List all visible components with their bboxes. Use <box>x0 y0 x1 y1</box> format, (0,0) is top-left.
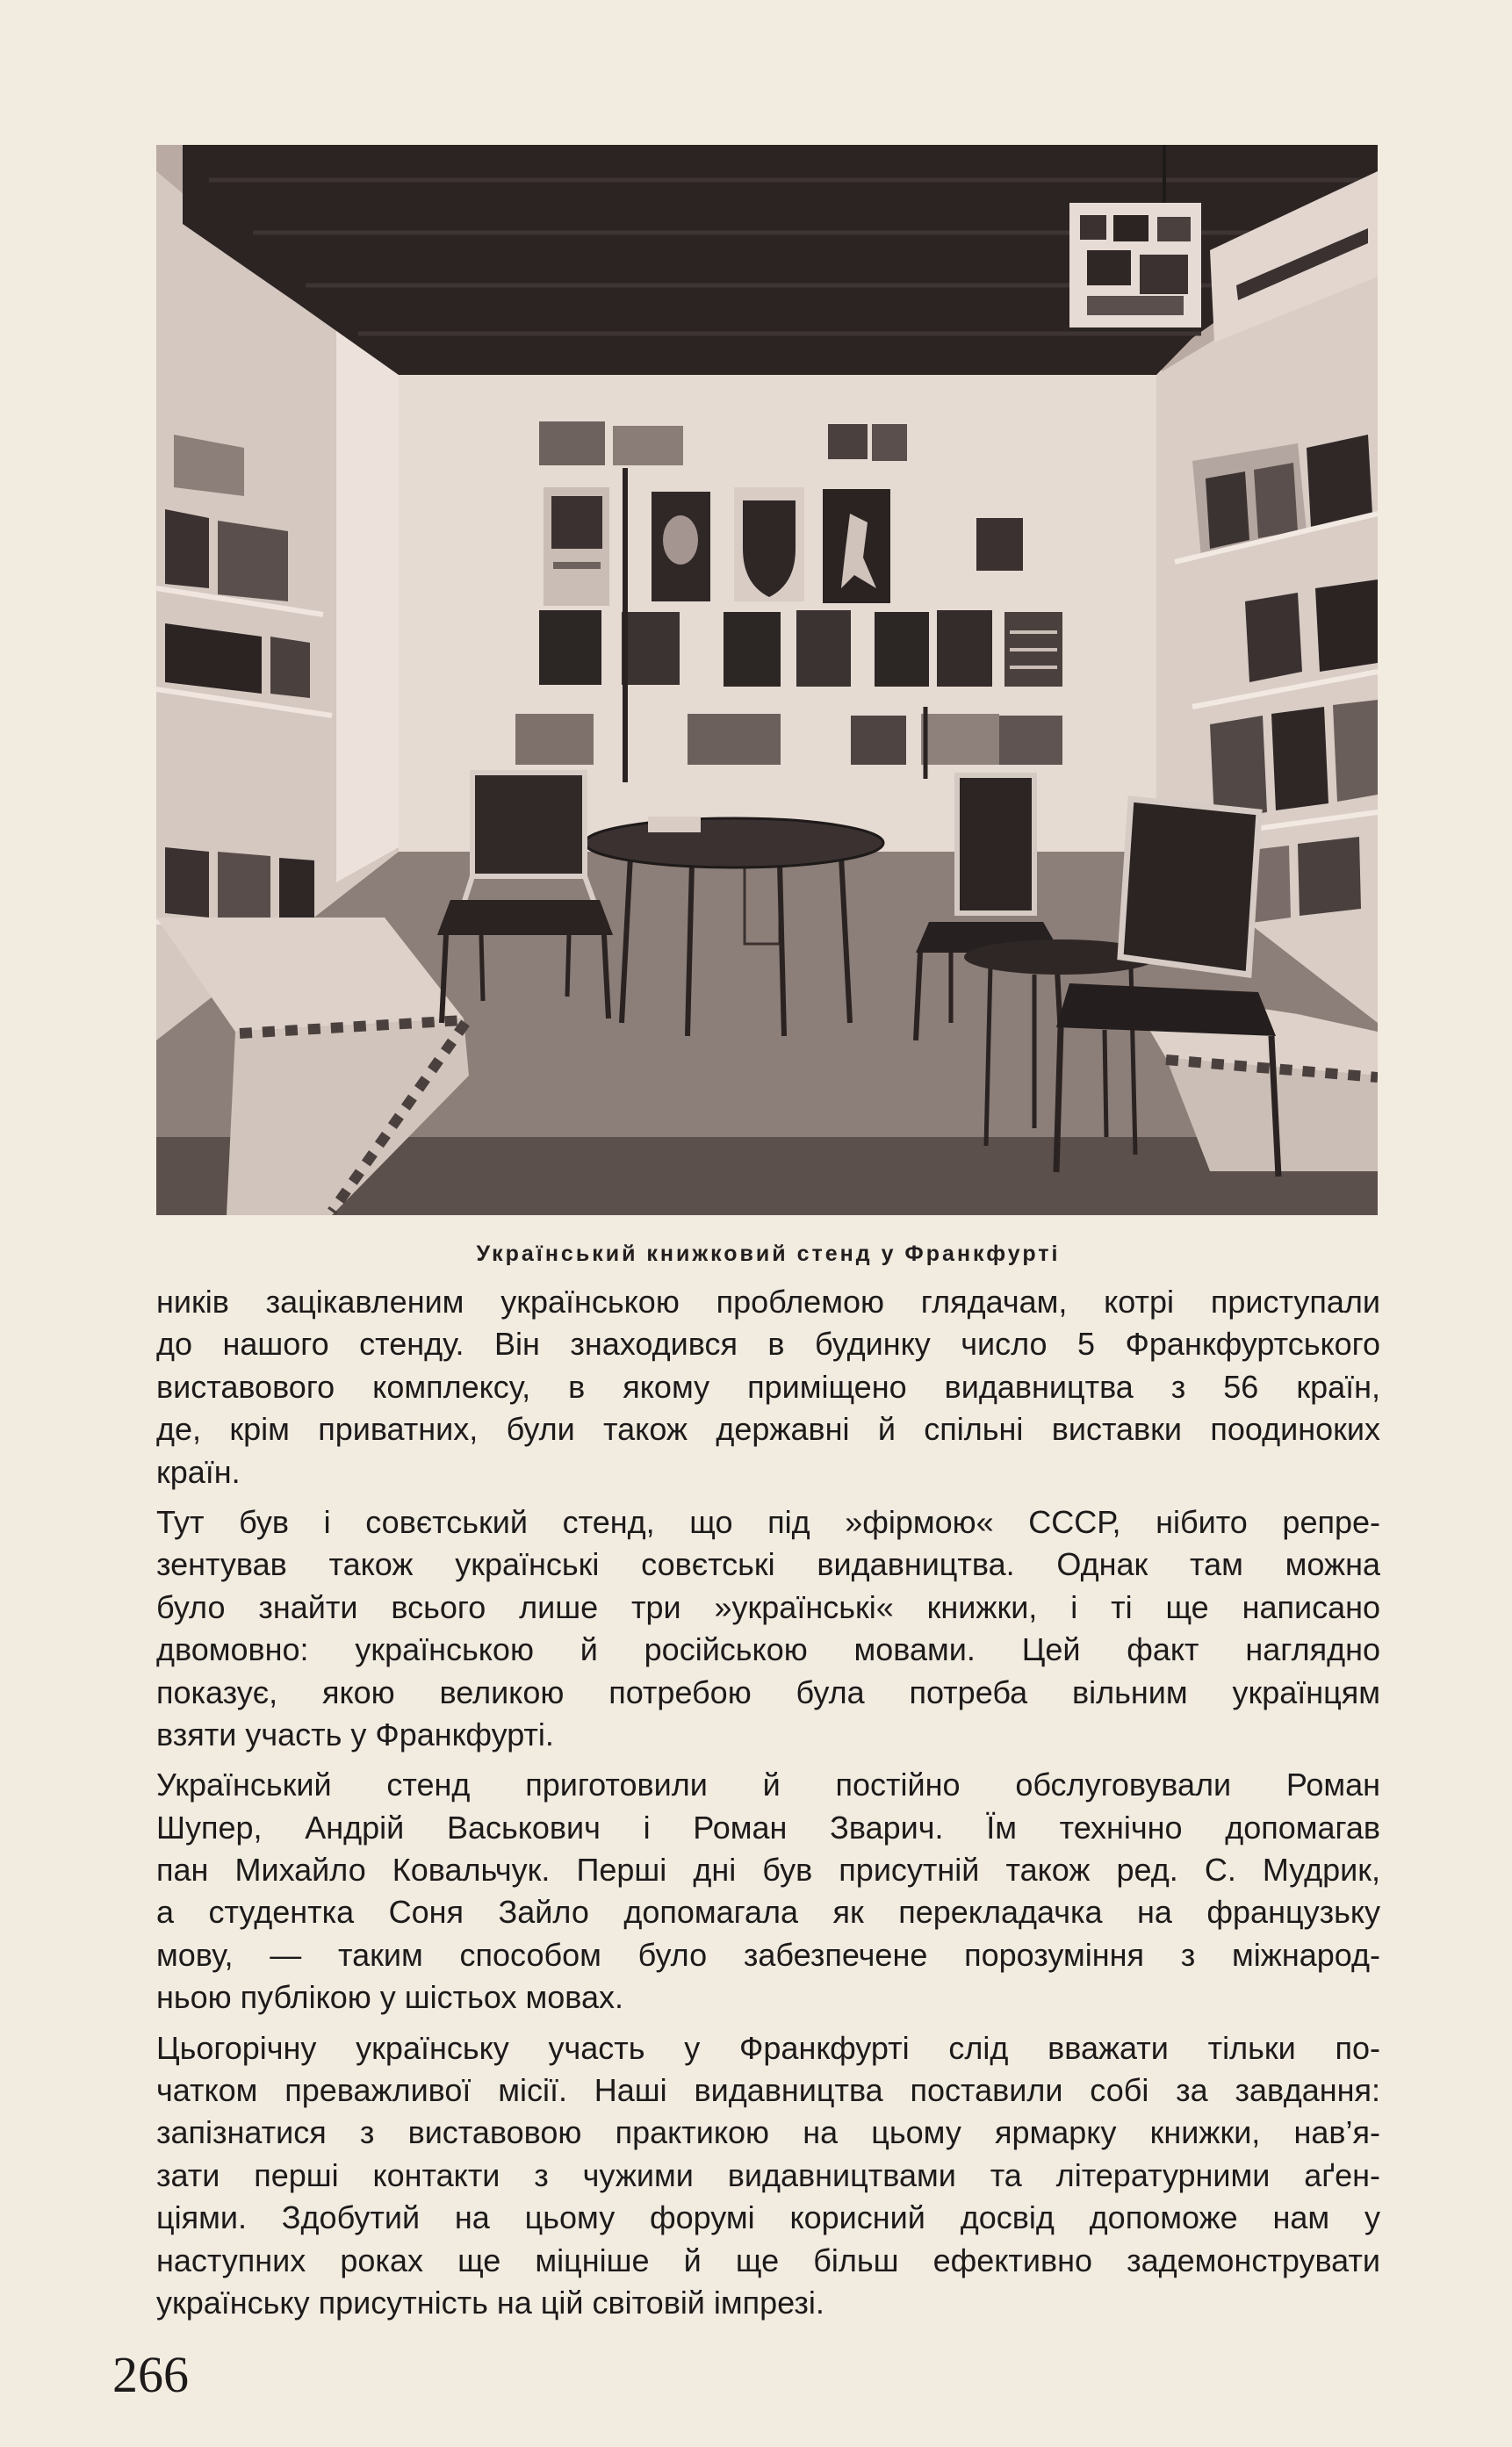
text-line: взяти участь у Франкфурті. <box>156 1716 554 1752</box>
text-line: до нашого стенду. Він знаходився в будинку число 5 Франкфуртського <box>156 1326 1380 1363</box>
text-line: запізнатися з виставовою практикою на цьому ярмарку книжки, нав’я- <box>156 2114 1380 2151</box>
poster <box>828 424 868 459</box>
left-wall-panel <box>336 329 399 882</box>
paragraph <box>156 2027 1380 2325</box>
poster <box>921 714 999 765</box>
poster <box>796 610 851 687</box>
text-line: ціями. Здобутий на цьому форумі корисний досвід допоможе нам у <box>156 2199 1380 2236</box>
text-line: чатком преважливої місії. Наші видавництва поставили собі за завдання: <box>156 2072 1380 2109</box>
poster <box>539 610 601 685</box>
paragraph <box>156 1764 1380 2019</box>
text-line: пан Михайло Ковальчук. Перші дні був присутній також ред. С. Мудрик, <box>156 1852 1380 1889</box>
poster <box>724 612 781 687</box>
paragraph <box>156 1501 1380 1756</box>
photo-caption: Український книжковий стенд у Франкфурті <box>476 1241 1061 1266</box>
text-line: Український стенд приготовили й постійно обслуговували Роман <box>156 1767 1380 1803</box>
text-line: Тут був і совєтський стенд, що під »фірмою« СССР, нібито репре- <box>156 1503 1380 1540</box>
poster <box>976 518 1023 571</box>
text-line: наступних роках ще міцніше й ще більш ефективно задемонструвати <box>156 2242 1380 2278</box>
text-line: зентував також українські совєтські видавництва. Однак там можна <box>156 1546 1380 1583</box>
text-line: мову, — таким способом було забезпечене порозуміння з міжнарод- <box>156 1936 1380 1973</box>
text-line: країн. <box>156 1453 241 1490</box>
text-line: зати перші контакти з чужими видавництвами та літературними аґен- <box>156 2156 1380 2193</box>
text-line: Шупер, Андрій Васькович і Роман Зварич. Їм технічно допомагав <box>156 1809 1380 1846</box>
poster <box>688 714 781 765</box>
text-line: українську присутність на цій світовій імпрезі. <box>156 2284 824 2321</box>
text-line: було знайти всього лише три »українські« книжки, і ті ще написано <box>156 1588 1380 1625</box>
text-line: двомовно: українською й російською мовами. Цей факт наглядно <box>156 1631 1380 1668</box>
poster <box>613 426 683 465</box>
text-line: а студентка Соня Зайло допомагала як перекладачка на французьку <box>156 1894 1380 1931</box>
poster <box>851 716 906 765</box>
poster <box>999 716 1062 765</box>
text-line: показує, якою великою потребою була потреба вільним українцям <box>156 1673 1380 1710</box>
page-number: 266 <box>112 2346 189 2403</box>
poster <box>539 421 605 465</box>
poster <box>622 612 680 685</box>
text-line: де, крім приватних, були також державні й спільні виставки поодиноких <box>156 1411 1380 1448</box>
text-line: ників зацікавленим українською проблемою глядачам, котрі приступали <box>156 1284 1380 1320</box>
poster <box>515 714 594 765</box>
poster <box>937 610 992 687</box>
body-text <box>156 1281 1380 2324</box>
text-line: виставового комплексу, в якому приміщено видавництва з 56 країн, <box>156 1368 1380 1405</box>
photo-drawing <box>156 145 1378 1215</box>
poster <box>875 612 929 687</box>
text-line: ньою публікою у шістьох мовах. <box>156 1979 624 2016</box>
paragraph <box>156 1281 1380 1493</box>
poster <box>872 424 907 461</box>
waste-basket <box>745 865 780 944</box>
text-line: Цьогорічну українську участь у Франкфурті слід вважати тільки по- <box>156 2029 1380 2066</box>
book-stand-photo <box>156 145 1378 1215</box>
